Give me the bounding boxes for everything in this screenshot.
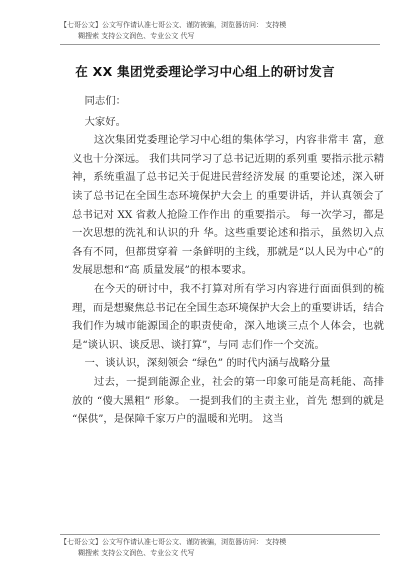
greeting: 同志们： [84, 95, 127, 107]
header-line-2: 糊搜索 支持公文润色、专业公文 代写 [78, 32, 195, 40]
paragraph-2: 在今天的研讨中，我不打算对所有学习内容进行面面俱到的梳理，而是想聚焦总书记在全国生态环境保护大会上的重要讲话，结合我们作为城市能源国企的职责使命，深入地谈三点个人体会，也就是“谈认识、谈反思、谈打算”，与同 志们作一个交流。 [72, 282, 384, 351]
section-heading-1: 一、谈认识，深刻领会 “绿色” 的时代内涵与战略分量 [84, 357, 331, 370]
header-line-1: 【七哥公文】公文写作请认准七哥公文、谨防被骗，浏览器访问： 支持模 [60, 21, 287, 29]
footer-line-1: 【七哥公文】公文写作请认准七哥公文、谨防被骗，浏览器访问： 支持模 [60, 538, 287, 546]
page-footer [60, 537, 390, 559]
footer-line-2: 糊搜索 支持公文润色、专业公文 代写 [78, 549, 195, 557]
document-body [72, 92, 384, 429]
page-header [60, 20, 390, 42]
document-title: 在 XX 集团党委理论学习中心组上的研讨发言 [75, 64, 335, 79]
footer-divider [60, 534, 380, 535]
salutation: 大家好。 [84, 115, 127, 128]
header-divider [60, 44, 380, 45]
paragraph-1: 这次集团党委理论学习中心组的集体学习，内容非常丰 富，意义也十分深远。 我们共同学习了总书记近期的系列重 要指示批示精神，系统重温了总书记关于促进民营经济发展 的重要论述，深入研读了总书记在全国生态环境保护大会上 的重要讲话，并认真领会了总书记对 XX 省救人抢险工作作出 的重要指示。 每一次学习，都是一次思想的洗礼和认识的升 华。这些重要论述和指示，虽然切入点各有不同，但都贯穿着 一条鲜明的主线，那就是“以人民为中心”的发展思想和“高 质量发展”的根本要求。 [72, 134, 384, 277]
paragraph-3: 过去，一提到能源企业，社会的第一印象可能是高耗能、高排放的 “傻大黑粗” 形象。 一提到我们的主责主业，首先 想到的就是 “保供”，是保障千家万户的温暖和光明。 这当 [72, 375, 384, 426]
